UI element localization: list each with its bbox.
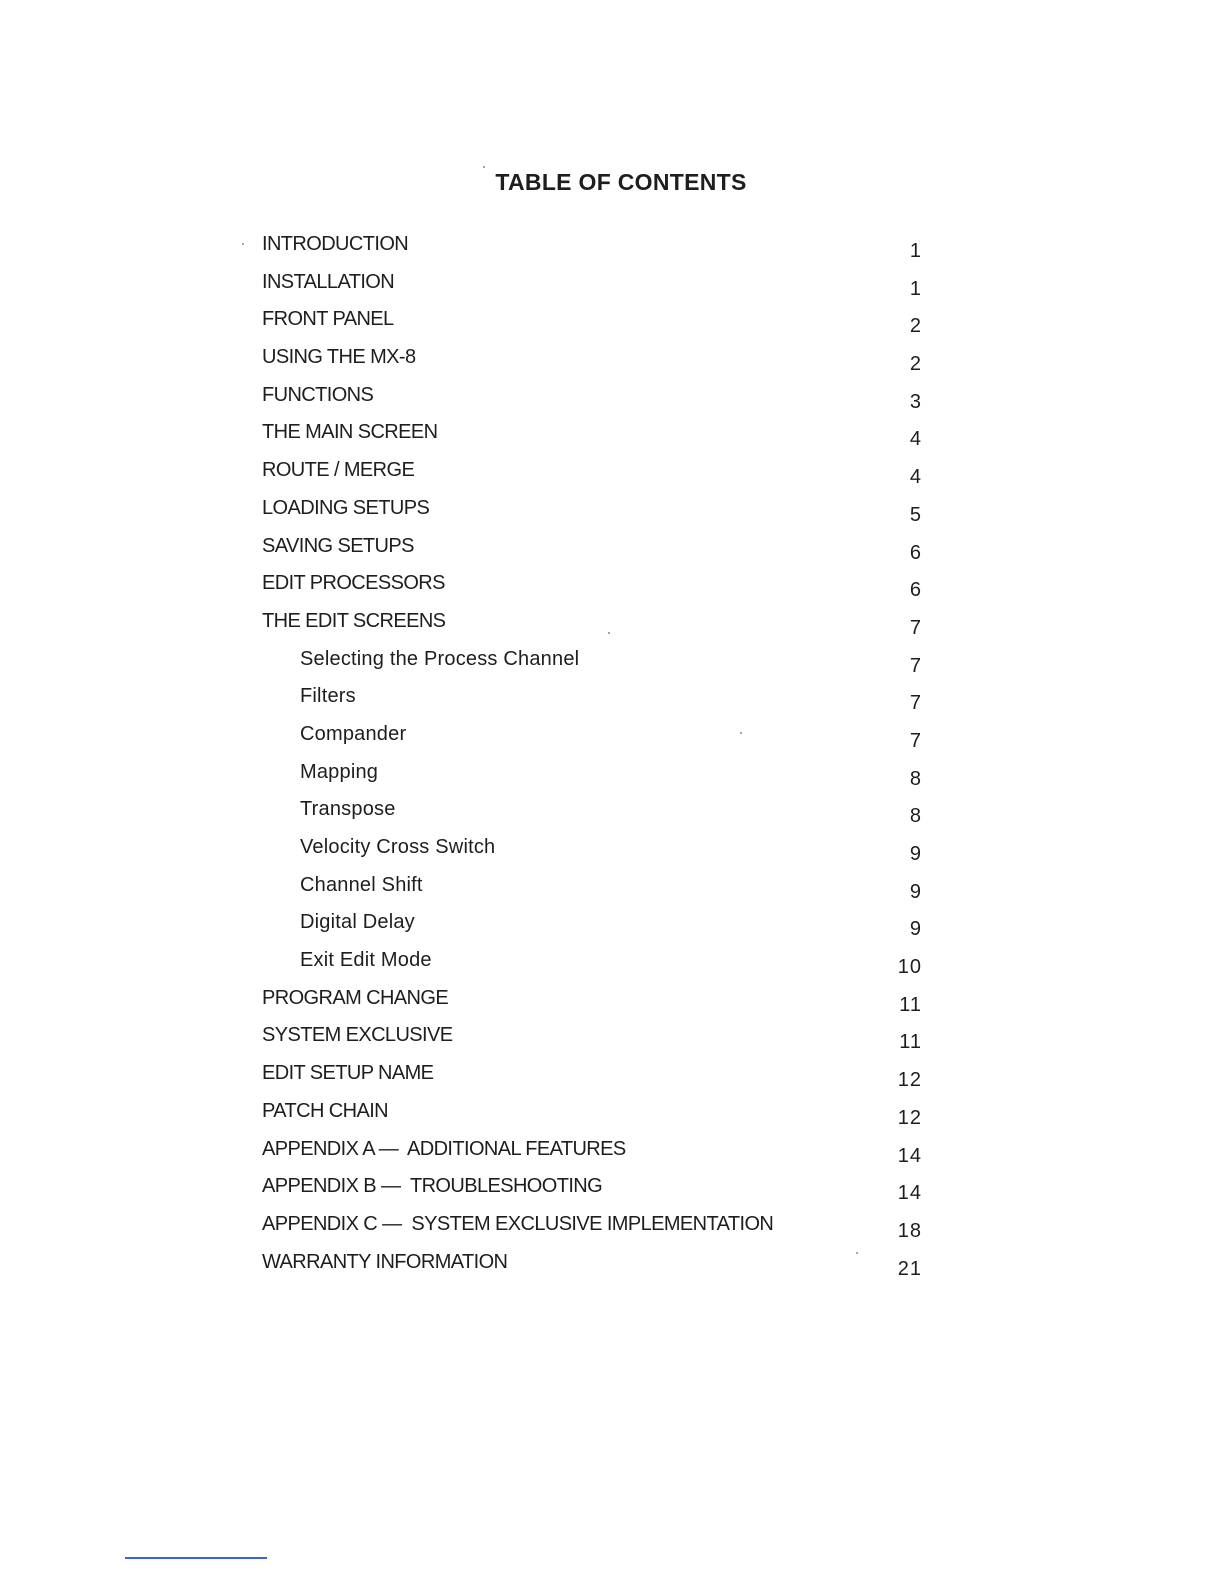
toc-subentry-label: Selecting the Process Channel (300, 647, 580, 670)
toc-entry[interactable] (262, 984, 932, 1022)
toc-entry-page: 11 (899, 993, 922, 1016)
toc-entry-page: 2 (909, 315, 922, 338)
toc-entry-label: SAVING SETUPS (262, 534, 414, 557)
toc-entry[interactable] (262, 305, 932, 343)
toc-subentry-label: Transpose (300, 798, 396, 821)
toc-entry-label: INTRODUCTION (262, 233, 409, 255)
scan-speck (608, 632, 610, 634)
toc-entry-label: LOADING SETUPS (262, 496, 430, 519)
scan-speck (483, 166, 485, 168)
toc-entry-page: 2 (909, 353, 922, 376)
toc-entry-label: THE MAIN SCREEN (262, 421, 438, 444)
toc-subentry-page: 7 (909, 654, 922, 677)
toc-entry-label: EDIT PROCESSORS (262, 572, 445, 595)
toc-entry-label: APPENDIX C — SYSTEM EXCLUSIVE IMPLEMENTATION (262, 1212, 774, 1235)
toc-entry-page: 12 (897, 1069, 922, 1092)
toc-subentry-label: Mapping (300, 760, 379, 783)
toc-entry[interactable] (262, 1248, 932, 1286)
toc-subentry[interactable] (262, 946, 932, 984)
toc-entry-page: 7 (909, 616, 922, 639)
toc-entry-page: 11 (899, 1031, 922, 1054)
toc-entry[interactable] (262, 1135, 932, 1173)
toc-entry-page: 14 (897, 1182, 922, 1205)
toc-subentry[interactable] (262, 682, 932, 720)
toc-entry[interactable] (262, 456, 932, 494)
toc-entry-page: 3 (909, 390, 922, 413)
scan-speck (242, 243, 244, 245)
toc-subentry[interactable] (262, 908, 932, 946)
toc-subentry-page: 7 (909, 692, 922, 715)
toc-entry-label: INSTALLATION (262, 270, 395, 293)
toc-subentry-label: Channel Shift (300, 873, 423, 896)
toc-entry-label: ROUTE / MERGE (262, 459, 415, 482)
toc-entry-label: FRONT PANEL (262, 308, 394, 331)
toc-entry-page: 4 (909, 428, 922, 451)
toc-subentry-page: 10 (897, 956, 922, 979)
scan-speck (740, 732, 742, 734)
toc-subentry-label: Exit Edit Mode (300, 949, 432, 972)
toc-entry-label: PATCH CHAIN (262, 1099, 388, 1122)
toc-entry-page: 18 (897, 1219, 922, 1242)
toc-entry[interactable] (262, 494, 932, 532)
toc-entry[interactable] (262, 381, 932, 419)
toc-entry-page: 1 (909, 277, 922, 300)
toc-entry[interactable] (262, 1172, 932, 1210)
toc-entry[interactable] (262, 230, 932, 268)
toc-subentry-label: Compander (300, 722, 407, 745)
toc-entry-label: APPENDIX A — ADDITIONAL FEATURES (262, 1137, 626, 1160)
toc-entry-page: 21 (897, 1257, 922, 1280)
toc-entry-label: EDIT SETUP NAME (262, 1062, 434, 1085)
toc-subentry[interactable] (262, 795, 932, 833)
toc-entry[interactable] (262, 343, 932, 381)
table-of-contents (262, 230, 932, 1285)
toc-subentry[interactable] (262, 758, 932, 796)
toc-entry-page: 1 (909, 240, 922, 262)
toc-subentry-label: Filters (300, 685, 356, 708)
toc-entry-page: 14 (897, 1144, 922, 1167)
toc-entry[interactable] (262, 268, 932, 306)
toc-entry-page: 6 (909, 541, 922, 564)
toc-subentry-label: Velocity Cross Switch (300, 836, 496, 858)
toc-entry-label: WARRANTY INFORMATION (262, 1250, 508, 1273)
toc-subentry-page: 9 (909, 843, 922, 865)
toc-entry[interactable] (262, 1210, 932, 1248)
toc-entry-page: 12 (897, 1106, 922, 1129)
toc-subentry-label: Digital Delay (300, 911, 415, 934)
page-title: TABLE OF CONTENTS (495, 169, 747, 196)
toc-entry-label: THE EDIT SCREENS (262, 609, 446, 632)
toc-entry[interactable] (262, 1097, 932, 1135)
toc-entry[interactable] (262, 607, 932, 645)
toc-entry[interactable] (262, 1059, 932, 1097)
toc-subentry[interactable] (262, 645, 932, 683)
toc-entry-label: SYSTEM EXCLUSIVE (262, 1024, 453, 1047)
toc-entry-page: 5 (909, 503, 922, 526)
toc-subentry-page: 8 (909, 767, 922, 790)
toc-entry-label: FUNCTIONS (262, 383, 374, 406)
toc-entry[interactable] (262, 1021, 932, 1059)
toc-entry-page: 4 (909, 466, 922, 489)
toc-subentry[interactable] (262, 720, 932, 758)
toc-subentry[interactable] (262, 833, 932, 871)
toc-subentry-page: 9 (909, 880, 922, 903)
toc-entry[interactable] (262, 569, 932, 607)
toc-entry[interactable] (262, 418, 932, 456)
toc-entry[interactable] (262, 532, 932, 570)
toc-entry-page: 6 (909, 579, 922, 602)
toc-subentry-page: 9 (909, 918, 922, 941)
toc-subentry[interactable] (262, 871, 932, 909)
toc-subentry-page: 7 (909, 729, 922, 752)
scan-speck (856, 1252, 858, 1254)
toc-entry-label: PROGRAM CHANGE (262, 986, 449, 1009)
toc-entry-label: USING THE MX-8 (262, 346, 416, 369)
bottom-rule (125, 1557, 267, 1559)
toc-subentry-page: 8 (909, 805, 922, 828)
toc-entry-label: APPENDIX B — TROUBLESHOOTING (262, 1175, 603, 1198)
